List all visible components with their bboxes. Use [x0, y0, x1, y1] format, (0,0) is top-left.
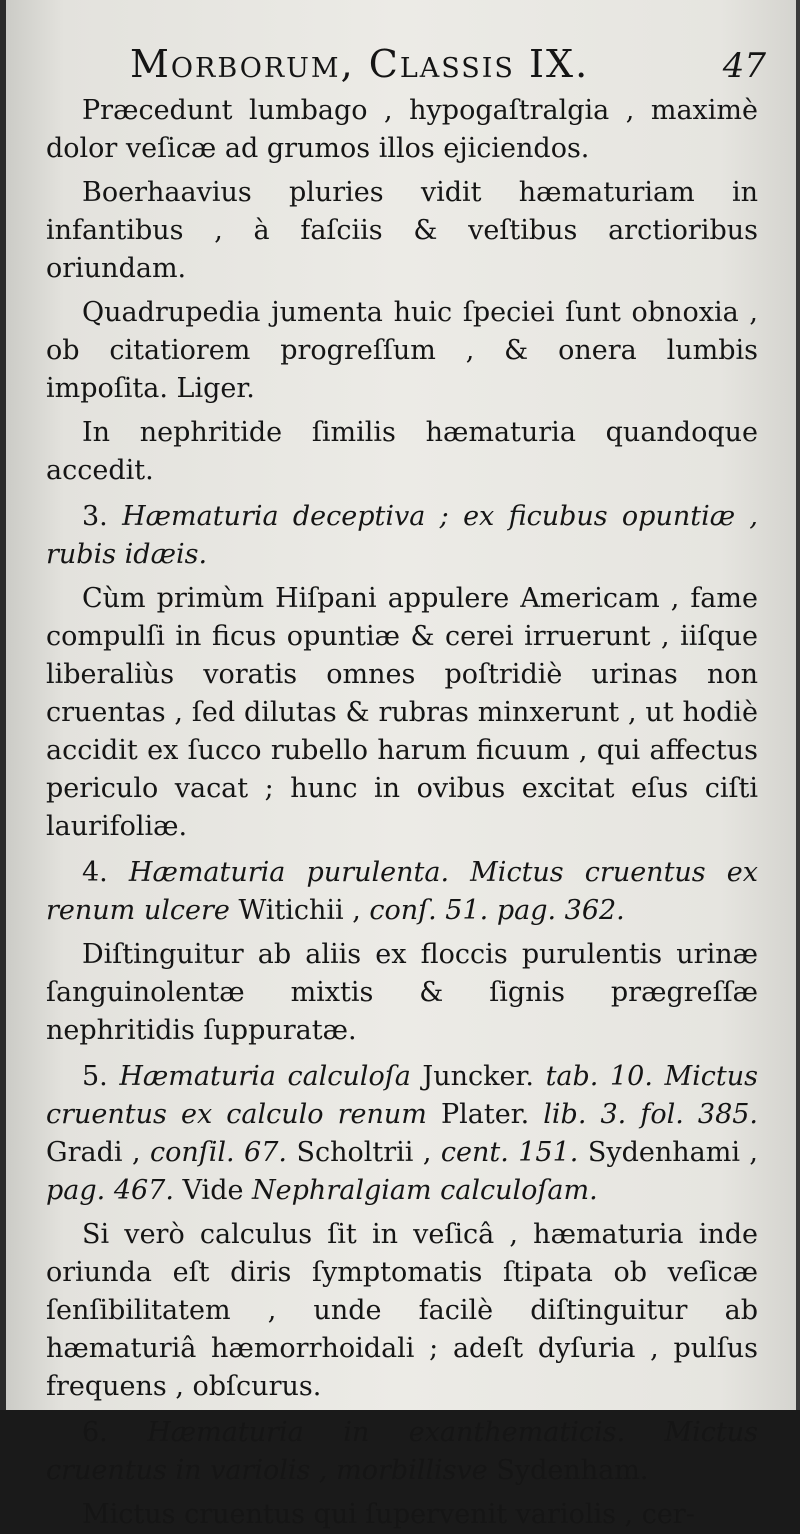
- paragraph-prodromes: Præcedunt lumbago , hypogaſtralgia , maximè dolor veſicæ ad grumos illos ejiciendos.: [46, 95, 758, 164]
- species-heading: Hæmaturia calculoſa: [119, 1061, 411, 1092]
- author-citation: Plater.: [426, 1099, 544, 1130]
- species-deceptive: [46, 498, 758, 574]
- page-body: [46, 92, 758, 1534]
- species-heading: Hæmaturia deceptiva ; ex ficubus opuntiæ , rubis idæis.: [46, 501, 758, 570]
- author-citation: Sydenhami ,: [578, 1137, 758, 1168]
- paragraph-quadrupeds: Quadrupedia jumenta huic ſpeciei ſunt obnoxia , ob citatiorem progreſſum , & onera lumbis impoſita. Liger.: [46, 297, 758, 404]
- paragraph-boerhaave: Boerhaavius pluries vidit hæmaturiam in infantibus , à faſciis & veſtibus arctioribus oriundam.: [46, 177, 758, 284]
- page-number: 47: [722, 46, 766, 86]
- running-title: Morborum, Classis IX.: [130, 42, 590, 86]
- citation-reference: pag. 467.: [46, 1175, 174, 1206]
- species-heading: Hæmaturia in exanthematicis. Mictus cruentus in variolis , morbillisve: [46, 1417, 758, 1486]
- author-citation: Witichii ,: [229, 895, 370, 926]
- citation-reference: conſil. 67.: [149, 1137, 287, 1168]
- citation-reference: conſ. 51. pag. 362.: [369, 895, 625, 926]
- citation-reference: cent. 151.: [440, 1137, 579, 1168]
- species-exanthematic: [46, 1414, 758, 1490]
- cross-reference-target: Nephralgiam calculoſam.: [252, 1175, 598, 1206]
- species-heading: Hæmaturia purulenta. Mictus cruentus ex renum ulcere: [46, 857, 758, 926]
- species-calculous: [46, 1058, 758, 1210]
- paragraph-variola: Mictus cruentus qui ſupervenit variolis , cer-: [82, 1499, 695, 1530]
- citation-reference: lib. 3. fol. 385.: [543, 1099, 759, 1130]
- species-number: 6.: [82, 1417, 108, 1448]
- paragraph-americas: Cùm primùm Hiſpani appulere Americam , fame compulſi in ficus opuntiæ & cerei irruerunt , iiſque liberaliùs voratis omnes poſtridiè urinas non cruentas , ſed dilutas & rubras minxerunt , ut hodiè accidit ex ſucco rubello harum ficuum , qui affectus periculo vacat ; hunc in ovibus excitat eſus ciſti laurifoliæ.: [46, 583, 758, 842]
- species-number: 3.: [82, 501, 108, 532]
- paragraph-bladder-stone: Si verò calculus ſit in veſicâ , hæmaturia inde oriunda eſt diris ſymptomatis ſtipata ob veſicæ ſenſibilitatem , unde facilè diſtinguitur ab hæmaturiâ hæmorrhoidali ; adeſt dyſuria , pulſus frequens , obſcurus.: [46, 1219, 758, 1402]
- author-citation: Gradi ,: [46, 1137, 150, 1168]
- species-number: 4.: [82, 857, 108, 888]
- paragraph-nephritis: In nephritide ſimilis hæmaturia quandoque accedit.: [46, 417, 758, 486]
- author-citation: Sydenham.: [487, 1455, 649, 1486]
- species-purulent: [46, 854, 758, 930]
- citation-reference: tab. 10. Mictus cruentus ex calculo renum: [46, 1061, 758, 1130]
- author-citation: Juncker.: [410, 1061, 546, 1092]
- paragraph-purulent-distinction: Diſtinguitur ab aliis ex floccis purulentis urinæ ſanguinolentæ mixtis & ſignis prægreſſæ nephritidis ſuppuratæ.: [46, 939, 758, 1046]
- page-header: [130, 42, 770, 98]
- author-citation: Scholtrii ,: [287, 1137, 441, 1168]
- cross-reference: Vide: [173, 1175, 253, 1206]
- species-number: 5.: [82, 1061, 108, 1092]
